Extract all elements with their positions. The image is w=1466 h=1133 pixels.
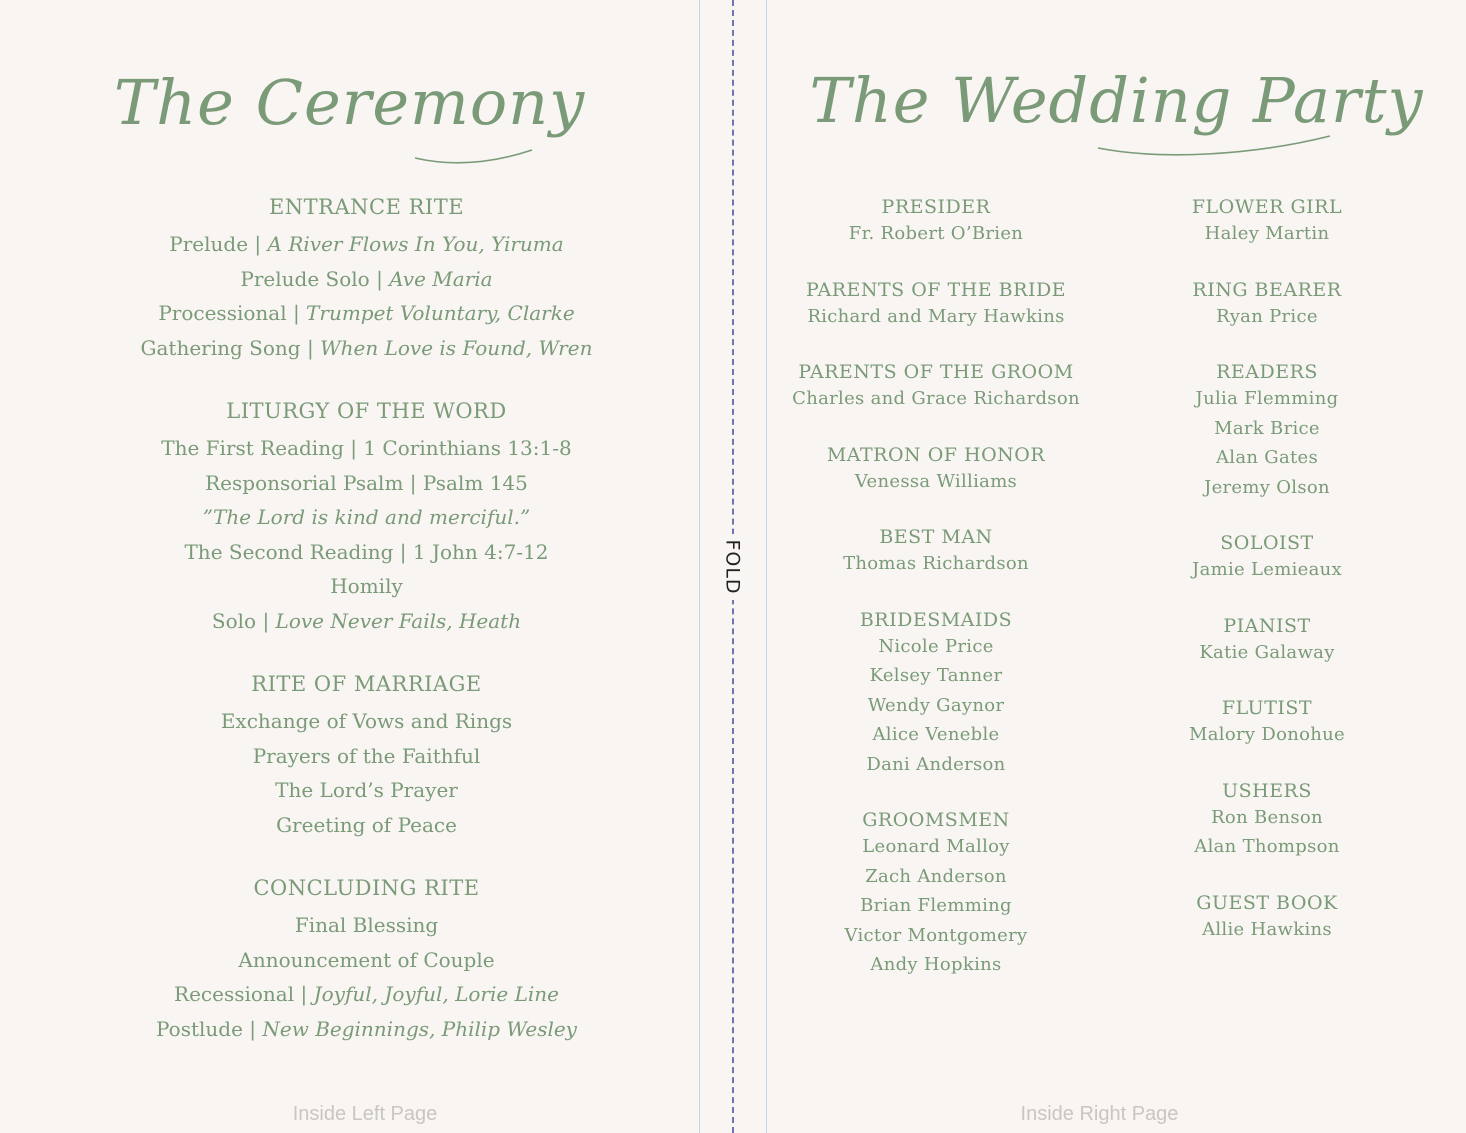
role-heading: FLOWER GIRL [1191, 196, 1343, 218]
program-line: The Lord’s Prayer [275, 778, 458, 802]
role-heading: BRIDESMAIDS [859, 608, 1013, 631]
person-name: Alan Thompson [1194, 836, 1340, 857]
program-line: Homily [330, 574, 403, 598]
role-heading: PARENTS OF THE BRIDE [805, 278, 1067, 301]
ceremony-title: The Ceremony [113, 66, 586, 139]
person-name: Ryan Price [1216, 305, 1318, 327]
person-name: Nicole Price [878, 635, 994, 657]
role-flower-girl [1162, 195, 1372, 249]
fold-label: FOLD [722, 539, 745, 595]
program-line: Greeting of Peace [276, 812, 457, 837]
role-heading: RING BEARER [1192, 278, 1342, 301]
program-line: Recessional | Joyful, Joyful, Lorie Line [174, 982, 559, 1006]
person-name: Katie Galaway [1199, 641, 1335, 663]
person-name: Dani Anderson [866, 753, 1006, 775]
section-heading: RITE OF MARRIAGE [251, 672, 482, 696]
role-heading: PIANIST [1223, 614, 1311, 637]
person-name: Jeremy Olson [1204, 476, 1330, 498]
right-page-edge-guide [766, 0, 767, 1133]
role-pianist [1162, 614, 1372, 668]
role-heading: USHERS [1222, 779, 1312, 802]
person-name: Fr. Robert O’Brien [848, 223, 1024, 244]
ceremony-title-flourish-icon [410, 138, 540, 168]
program-line: The First Reading | 1 Corinthians 13:1-8 [161, 436, 572, 460]
role-bridesmaids [790, 608, 1082, 780]
role-heading: READERS [1216, 361, 1318, 383]
role-ushers [1162, 779, 1372, 862]
person-name: Richard and Mary Hawkins [807, 305, 1065, 327]
person-name: Wendy Gaynor [867, 694, 1005, 716]
role-readers [1162, 360, 1372, 502]
section-heading: LITURGY OF THE WORD [226, 399, 507, 423]
role-heading: GROOMSMEN [862, 809, 1010, 831]
role-ring-bearer [1162, 278, 1372, 332]
program-line: The Second Reading | 1 John 4:7-12 [184, 539, 549, 564]
person-name: Julia Flemming [1195, 388, 1339, 409]
role-heading: PRESIDER [881, 196, 991, 218]
person-name: Malory Donohue [1189, 724, 1345, 745]
program-line: ”The Lord is kind and merciful.” [202, 505, 531, 529]
role-heading: SOLOIST [1220, 532, 1314, 554]
ceremony-program [100, 194, 633, 1079]
person-name: Alice Veneble [872, 724, 1000, 745]
role-flutist [1162, 696, 1372, 750]
role-heading: FLUTIST [1221, 697, 1313, 719]
role-matron-of-honor [790, 443, 1082, 497]
section-heading: ENTRANCE RITE [268, 195, 465, 219]
program-line: Prelude Solo | Ave Maria [240, 266, 493, 291]
program-line: Processional | Trumpet Voluntary, Clarke [158, 301, 575, 325]
person-name: Leonard Malloy [862, 836, 1010, 857]
program-line: Postlude | New Beginnings, Philip Wesley [156, 1016, 577, 1041]
person-name: Venessa Williams [854, 470, 1018, 492]
program-line: Gathering Song | When Love is Found, Wren [140, 335, 593, 360]
role-parents-of-the-bride [790, 278, 1082, 332]
person-name: Brian Flemming [860, 895, 1012, 916]
program-line: Announcement of Couple [238, 947, 495, 972]
role-heading: PARENTS OF THE GROOM [798, 361, 1074, 383]
program-line: Responsorial Psalm | Psalm 145 [205, 470, 528, 495]
person-name: Charles and Grace Richardson [792, 388, 1080, 409]
role-groomsmen [790, 808, 1082, 980]
section-concluding-rite [100, 875, 633, 1046]
left-page-edge-guide [699, 0, 700, 1133]
fold-label-box [716, 534, 750, 600]
section-rite-of-marriage [100, 671, 633, 842]
person-name: Jamie Lemieaux [1192, 559, 1342, 580]
person-name: Allie Hawkins [1202, 918, 1332, 940]
role-guest-book [1162, 891, 1372, 945]
role-best-man [790, 525, 1082, 579]
person-name: Zach Anderson [865, 865, 1007, 887]
inside-left-page-caption: Inside Left Page [292, 1103, 438, 1125]
role-parents-of-the-groom [790, 360, 1082, 414]
section-heading: CONCLUDING RITE [253, 876, 480, 900]
section-liturgy-of-the-word [100, 398, 633, 638]
role-soloist [1162, 531, 1372, 585]
program-line: Exchange of Vows and Rings [220, 709, 513, 733]
person-name: Haley Martin [1204, 223, 1330, 244]
wedding-party-title: The Wedding Party [809, 64, 1424, 137]
person-name: Kelsey Tanner [869, 665, 1003, 686]
person-name: Mark Brice [1214, 417, 1320, 439]
person-name: Victor Montgomery [844, 924, 1028, 946]
person-name: Alan Gates [1215, 447, 1319, 468]
program-line: Prelude | A River Flows In You, Yiruma [169, 232, 564, 256]
person-name: Ron Benson [1211, 806, 1323, 828]
role-heading: MATRON OF HONOR [826, 443, 1046, 466]
section-entrance-rite [100, 194, 633, 365]
program-line: Prayers of the Faithful [252, 743, 481, 768]
program-line: Solo | Love Never Fails, Heath [211, 608, 522, 633]
wedding-party-column-1 [790, 195, 1082, 1009]
role-presider [790, 195, 1082, 249]
wedding-party-title-flourish-icon [1090, 130, 1340, 162]
person-name: Thomas Richardson [843, 553, 1029, 574]
wedding-party-column-2 [1162, 195, 1372, 973]
role-heading: GUEST BOOK [1196, 891, 1338, 914]
person-name: Andy Hopkins [870, 954, 1002, 975]
inside-right-page-caption: Inside Right Page [1020, 1103, 1179, 1125]
program-line: Final Blessing [294, 913, 439, 937]
role-heading: BEST MAN [879, 526, 993, 548]
